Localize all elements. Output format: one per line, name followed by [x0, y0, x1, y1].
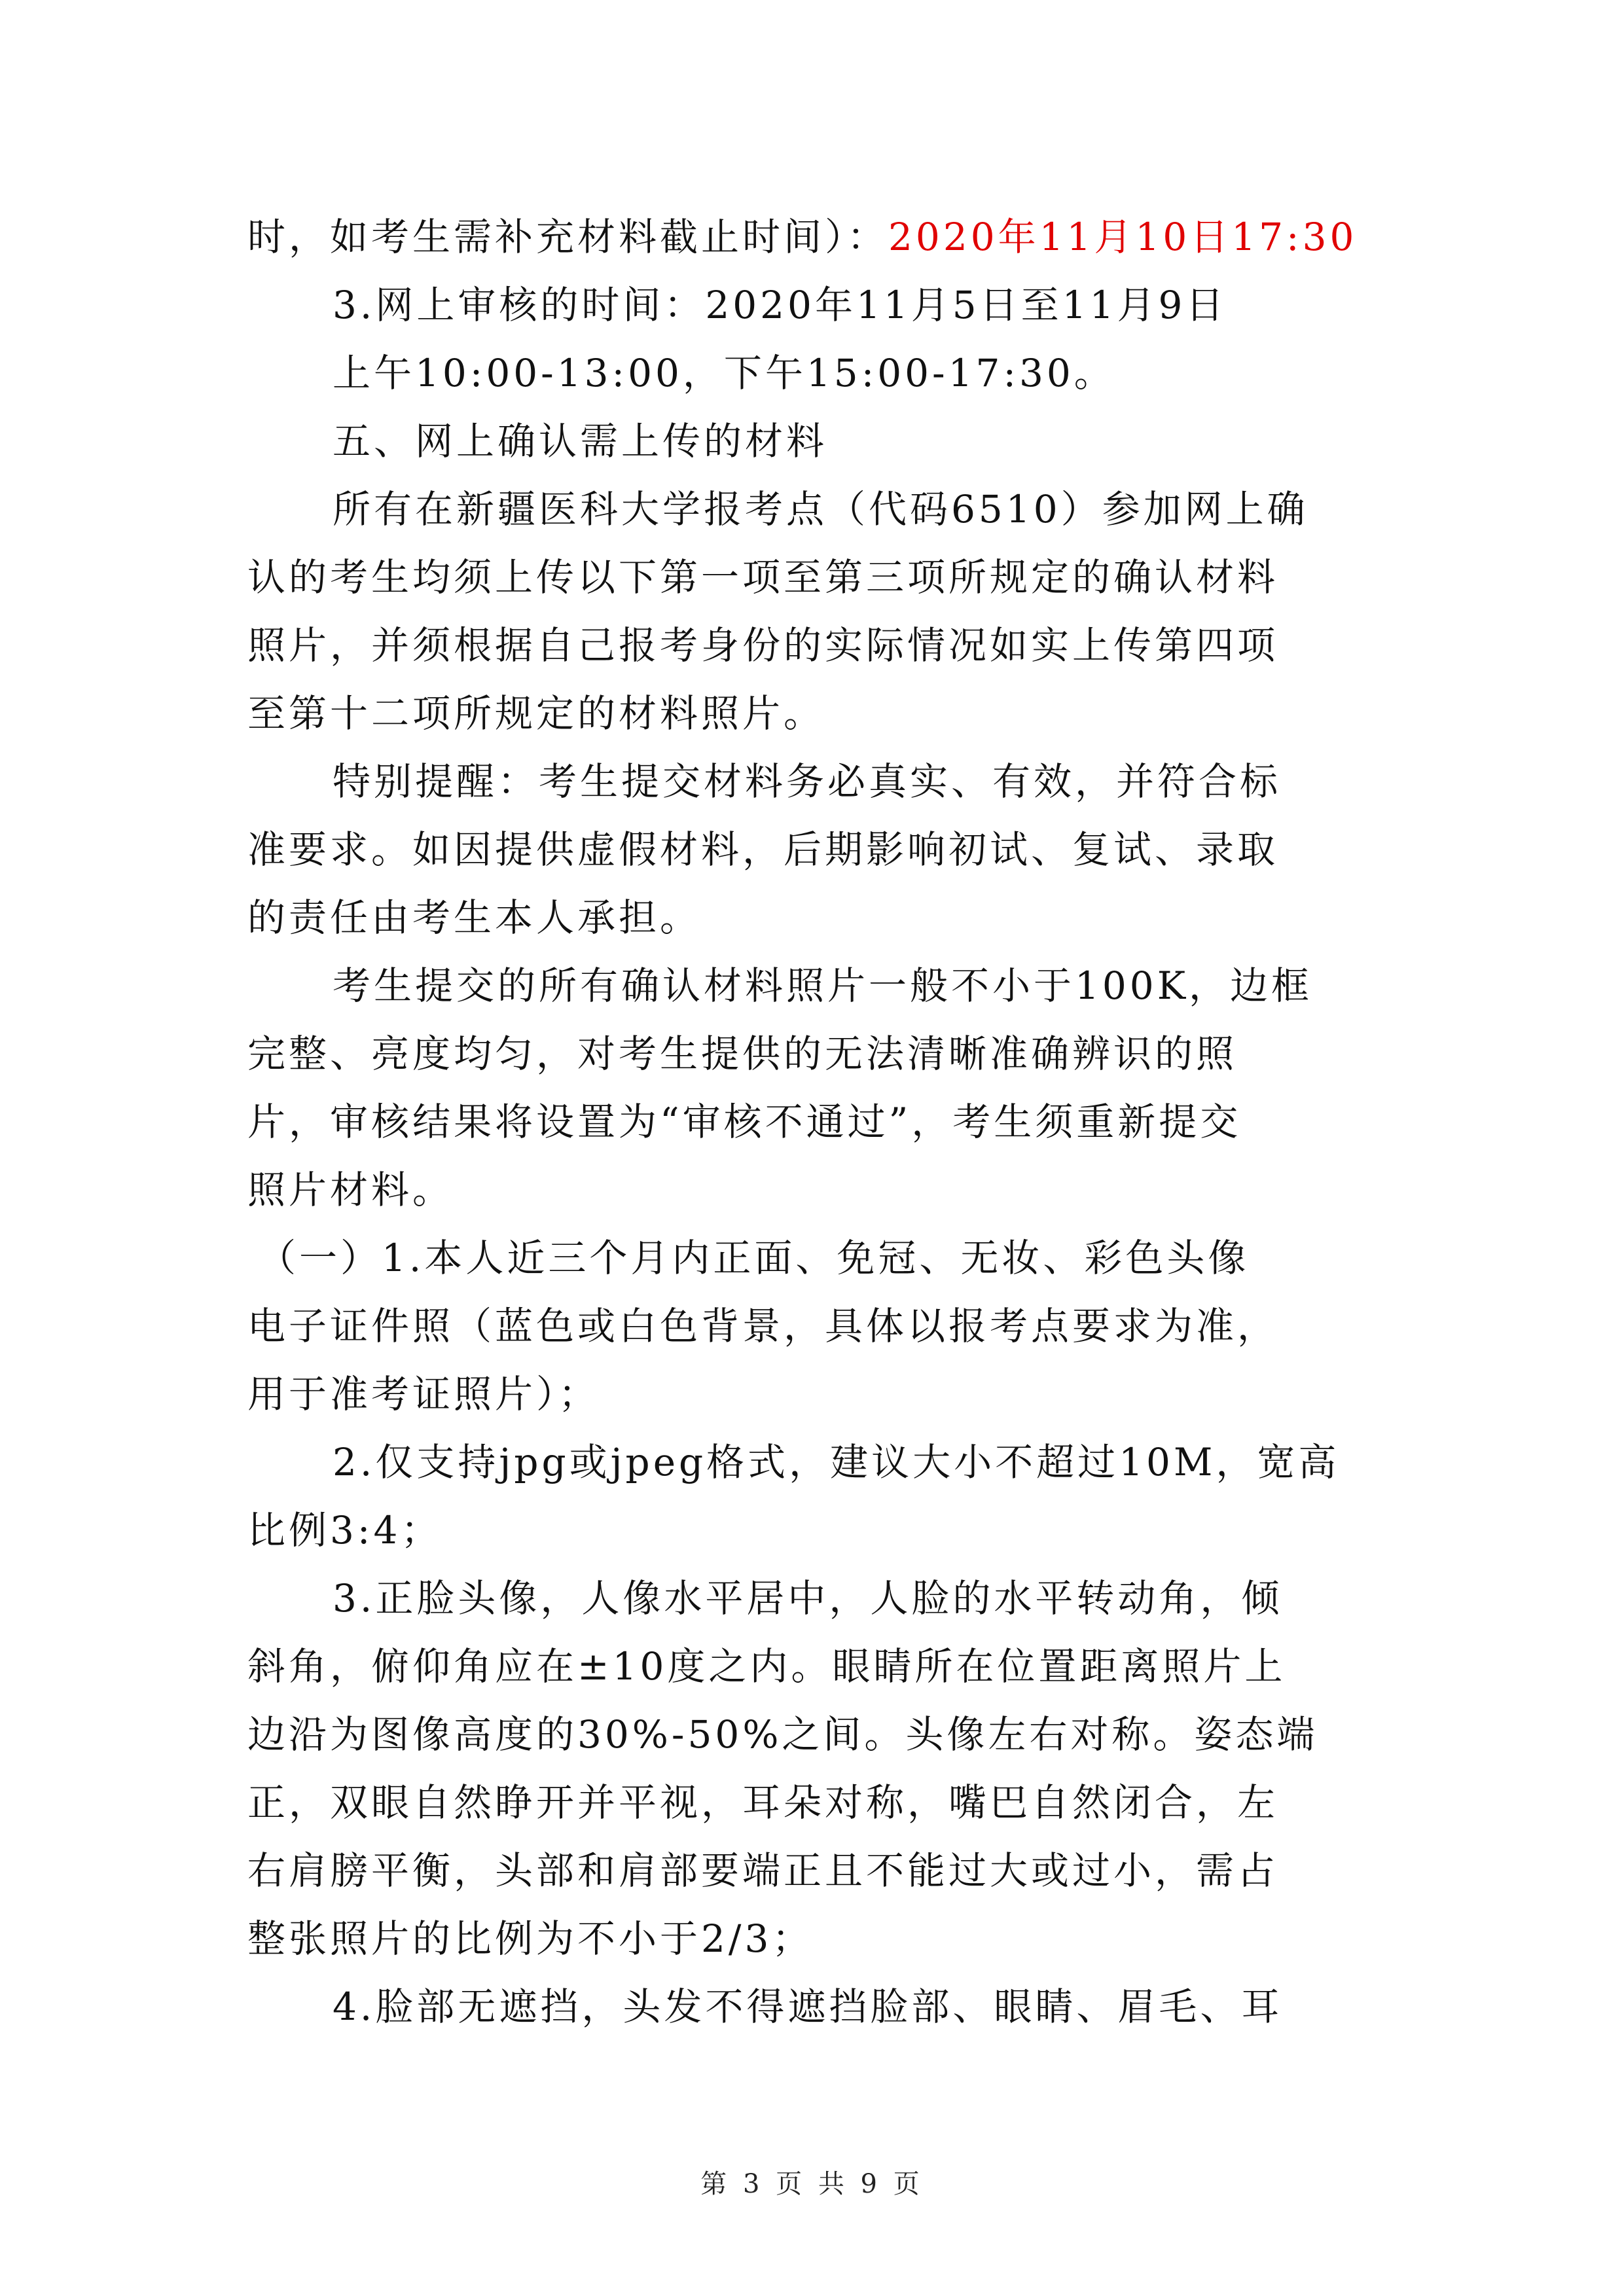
text-segment: 4.脸部无遮挡，头发不得遮挡脸部、眼睛、眉毛、耳 [333, 1984, 1283, 2029]
text-segment: 时，如考生需补充材料截止时间）： [247, 215, 889, 259]
text-segment: 准要求。如因提供虚假材料，后期影响初试、复试、录取 [247, 827, 1279, 872]
text-segment: 特别提醒：考生提交材料务必真实、有效，并符合标 [333, 759, 1282, 804]
text-line [247, 271, 1386, 339]
text-line [247, 475, 1386, 543]
text-line [247, 1973, 1386, 2041]
text-line [247, 816, 1386, 884]
text-line [247, 1496, 1386, 1564]
text-line [247, 884, 1386, 952]
text-segment: 片，审核结果将设置为“审核不通过”，考生须重新提交 [247, 1100, 1242, 1144]
text-line [247, 1088, 1386, 1156]
text-segment: 完整、亮度均匀，对考生提供的无法清晰准确辨识的照 [247, 1031, 1238, 1076]
text-segment: 比例3:4； [247, 1508, 442, 1552]
text-line [247, 339, 1386, 407]
text-segment: 3.网上审核的时间：2020年11月5日至11月9日 [333, 283, 1227, 327]
page-footer: 第 3 页 共 9 页 [700, 2169, 924, 2199]
text-line [247, 1156, 1386, 1224]
text-segment: 五、网上确认需上传的材料 [333, 419, 828, 463]
text-line [247, 611, 1386, 679]
document-body [247, 203, 1386, 2041]
text-segment: 认的考生均须上传以下第一项至第三项所规定的确认材料 [247, 555, 1279, 600]
text-line [247, 952, 1386, 1020]
text-segment: 上午10:00-13:00，下午15:00-17:30。 [333, 351, 1115, 395]
text-line [247, 1224, 1386, 1292]
text-segment: （一）1.本人近三个月内正面、免冠、无妆、彩色头像 [258, 1236, 1250, 1280]
text-segment: 整张照片的比例为不小于2/3； [247, 1916, 814, 1961]
text-segment: 斜角，俯仰角应在±10度之内。眼睛所在位置距离照片上 [247, 1644, 1286, 1689]
text-line [247, 679, 1386, 747]
text-line [247, 1020, 1386, 1088]
text-segment: 3.正脸头像，人像水平居中，人脸的水平转动角，倾 [333, 1576, 1283, 1621]
text-line [247, 1428, 1386, 1496]
text-line [247, 1292, 1386, 1360]
text-line [247, 407, 1386, 475]
text-line [247, 543, 1386, 611]
text-segment: 正，双眼自然睁开并平视，耳朵对称，嘴巴自然闭合，左 [247, 1780, 1279, 1825]
text-segment: 用于准考证照片）； [247, 1372, 600, 1416]
highlighted-deadline: 2020年11月10日17:30 [888, 215, 1358, 259]
text-segment: 照片，并须根据自己报考身份的实际情况如实上传第四项 [247, 623, 1279, 668]
text-line [247, 747, 1386, 816]
text-line [247, 1837, 1386, 1905]
text-segment: 所有在新疆医科大学报考点（代码6510）参加网上确 [333, 487, 1308, 531]
text-segment: 的责任由考生本人承担。 [247, 895, 702, 940]
text-line [247, 203, 1386, 271]
text-segment: 至第十二项所规定的材料照片。 [247, 691, 825, 736]
text-segment: 右肩膀平衡，头部和肩部要端正且不能过大或过小，需占 [247, 1848, 1279, 1893]
text-segment: 2.仅支持jpg或jpeg格式，建议大小不超过10M，宽高 [333, 1440, 1340, 1484]
text-segment: 电子证件照（蓝色或白色背景，具体以报考点要求为准， [247, 1304, 1279, 1348]
text-segment: 考生提交的所有确认材料照片一般不小于100K，边框 [333, 963, 1313, 1008]
text-line [247, 1360, 1386, 1428]
text-segment: 边沿为图像高度的30%-50%之间。头像左右对称。姿态端 [247, 1712, 1318, 1757]
text-line [247, 1564, 1386, 1632]
text-line [247, 1768, 1386, 1837]
text-line [247, 1632, 1386, 1700]
text-line [247, 1700, 1386, 1768]
text-segment: 照片材料。 [247, 1168, 454, 1212]
text-line [247, 1905, 1386, 1973]
